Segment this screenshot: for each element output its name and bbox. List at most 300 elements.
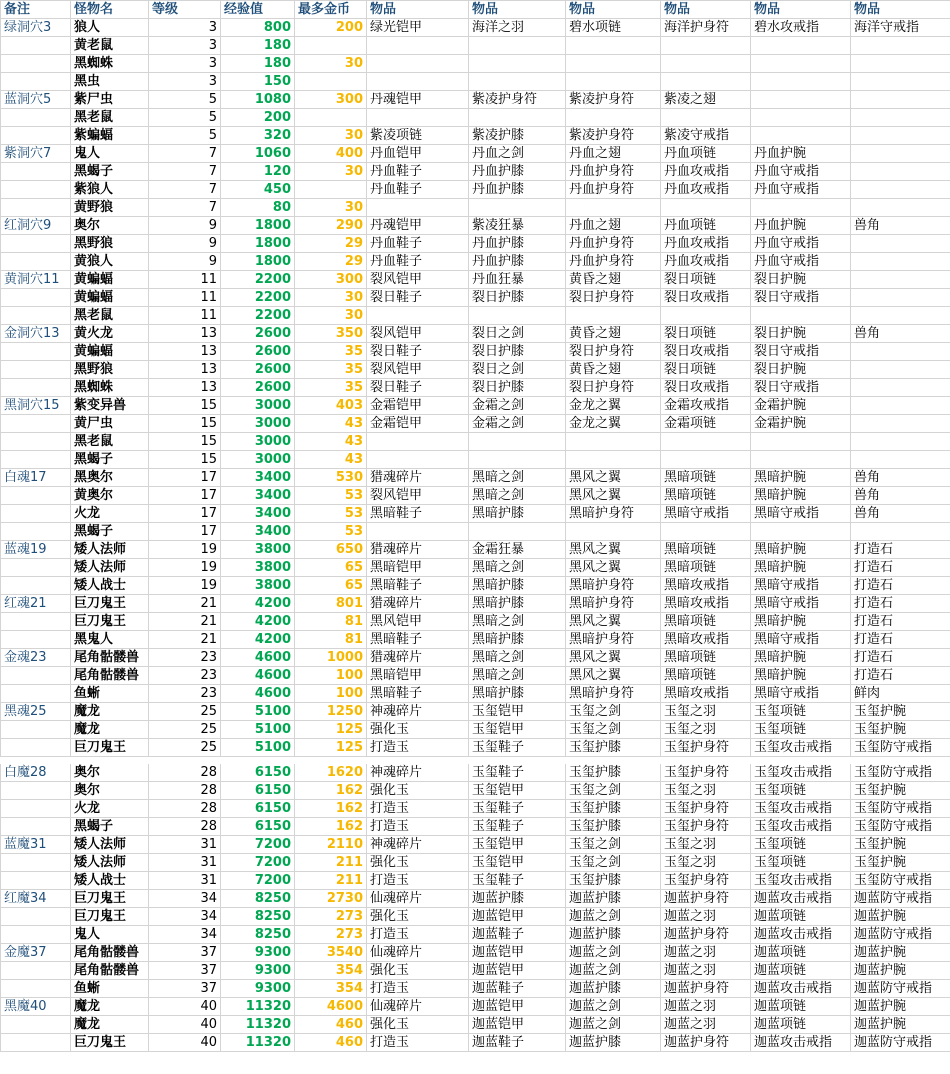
monster-name-cell[interactable]: 黑蝎子 xyxy=(71,163,149,181)
item-cell-3[interactable]: 玉玺护膝 xyxy=(566,739,661,757)
monster-name-cell[interactable]: 鬼人 xyxy=(71,926,149,944)
exp-cell[interactable]: 80 xyxy=(221,199,295,217)
item-cell-3[interactable]: 黑风之翼 xyxy=(566,613,661,631)
level-cell[interactable]: 21 xyxy=(149,595,221,613)
item-cell-3[interactable]: 紫凌护身符 xyxy=(566,127,661,145)
item-cell-6[interactable] xyxy=(851,451,950,469)
item-cell-1[interactable] xyxy=(367,451,469,469)
monster-name-cell[interactable]: 黑蝎子 xyxy=(71,523,149,541)
header-item-1[interactable]: 物品 xyxy=(367,1,469,19)
exp-cell[interactable]: 5100 xyxy=(221,739,295,757)
monster-name-cell[interactable]: 黑蜘蛛 xyxy=(71,55,149,73)
level-cell[interactable]: 11 xyxy=(149,271,221,289)
level-cell[interactable]: 9 xyxy=(149,253,221,271)
item-cell-4[interactable]: 裂日项链 xyxy=(661,325,751,343)
level-cell[interactable]: 28 xyxy=(149,800,221,818)
item-cell-1[interactable] xyxy=(367,37,469,55)
exp-cell[interactable]: 7200 xyxy=(221,854,295,872)
item-cell-2[interactable]: 黑暗之剑 xyxy=(469,469,566,487)
item-cell-2[interactable]: 玉玺铠甲 xyxy=(469,836,566,854)
exp-cell[interactable]: 3800 xyxy=(221,541,295,559)
exp-cell[interactable]: 11320 xyxy=(221,1034,295,1052)
item-cell-1[interactable]: 金霜铠甲 xyxy=(367,415,469,433)
item-cell-2[interactable]: 丹血护膝 xyxy=(469,235,566,253)
item-cell-6[interactable]: 玉玺防守戒指 xyxy=(851,800,950,818)
item-cell-1[interactable] xyxy=(367,73,469,91)
item-cell-3[interactable]: 黑风之翼 xyxy=(566,541,661,559)
monster-name-cell[interactable]: 巨刀鬼王 xyxy=(71,890,149,908)
monster-name-cell[interactable]: 黄老鼠 xyxy=(71,37,149,55)
exp-cell[interactable]: 4200 xyxy=(221,595,295,613)
item-cell-4[interactable]: 黑暗项链 xyxy=(661,613,751,631)
exp-cell[interactable]: 7200 xyxy=(221,872,295,890)
max-gold-cell[interactable]: 43 xyxy=(295,415,367,433)
item-cell-1[interactable]: 丹血鞋子 xyxy=(367,235,469,253)
item-cell-2[interactable]: 丹血护膝 xyxy=(469,253,566,271)
item-cell-5[interactable]: 裂日守戒指 xyxy=(751,289,851,307)
level-cell[interactable]: 7 xyxy=(149,163,221,181)
item-cell-5[interactable]: 黑暗守戒指 xyxy=(751,505,851,523)
item-cell-5[interactable] xyxy=(751,73,851,91)
max-gold-cell[interactable]: 100 xyxy=(295,667,367,685)
exp-cell[interactable]: 1060 xyxy=(221,145,295,163)
level-cell[interactable]: 19 xyxy=(149,559,221,577)
item-cell-1[interactable]: 神魂碎片 xyxy=(367,836,469,854)
item-cell-4[interactable] xyxy=(661,451,751,469)
level-cell[interactable]: 23 xyxy=(149,667,221,685)
item-cell-4[interactable]: 紫凌守戒指 xyxy=(661,127,751,145)
item-cell-4[interactable]: 玉玺之羽 xyxy=(661,721,751,739)
item-cell-5[interactable]: 迦蓝项链 xyxy=(751,962,851,980)
monster-name-cell[interactable]: 尾角骷髅兽 xyxy=(71,944,149,962)
monster-name-cell[interactable]: 火龙 xyxy=(71,505,149,523)
item-cell-6[interactable] xyxy=(851,415,950,433)
level-cell[interactable]: 3 xyxy=(149,19,221,37)
item-cell-6[interactable] xyxy=(851,37,950,55)
level-cell[interactable]: 28 xyxy=(149,782,221,800)
item-cell-5[interactable]: 玉玺项链 xyxy=(751,721,851,739)
item-cell-5[interactable]: 黑暗守戒指 xyxy=(751,595,851,613)
item-cell-4[interactable]: 丹血攻戒指 xyxy=(661,181,751,199)
level-cell[interactable]: 28 xyxy=(149,764,221,782)
max-gold-cell[interactable]: 53 xyxy=(295,505,367,523)
note-cell[interactable]: 金魂23 xyxy=(1,649,71,667)
item-cell-5[interactable]: 碧水攻戒指 xyxy=(751,19,851,37)
item-cell-3[interactable]: 玉玺之剑 xyxy=(566,721,661,739)
level-cell[interactable]: 17 xyxy=(149,487,221,505)
note-cell[interactable] xyxy=(1,343,71,361)
max-gold-cell[interactable]: 43 xyxy=(295,433,367,451)
item-cell-3[interactable]: 迦蓝之剑 xyxy=(566,944,661,962)
item-cell-6[interactable] xyxy=(851,163,950,181)
max-gold-cell[interactable]: 65 xyxy=(295,577,367,595)
item-cell-1[interactable]: 强化玉 xyxy=(367,908,469,926)
item-cell-3[interactable]: 黄昏之翅 xyxy=(566,271,661,289)
item-cell-5[interactable]: 迦蓝攻击戒指 xyxy=(751,980,851,998)
item-cell-2[interactable]: 玉玺鞋子 xyxy=(469,872,566,890)
item-cell-4[interactable] xyxy=(661,37,751,55)
item-cell-3[interactable]: 玉玺护膝 xyxy=(566,872,661,890)
exp-cell[interactable]: 1800 xyxy=(221,235,295,253)
item-cell-1[interactable]: 打造玉 xyxy=(367,800,469,818)
item-cell-1[interactable]: 裂日鞋子 xyxy=(367,289,469,307)
item-cell-4[interactable]: 裂日攻戒指 xyxy=(661,343,751,361)
item-cell-5[interactable]: 裂日护腕 xyxy=(751,271,851,289)
max-gold-cell[interactable]: 460 xyxy=(295,1016,367,1034)
exp-cell[interactable]: 2200 xyxy=(221,271,295,289)
item-cell-3[interactable]: 黑暗护身符 xyxy=(566,595,661,613)
monster-name-cell[interactable]: 黑奥尔 xyxy=(71,469,149,487)
exp-cell[interactable]: 2600 xyxy=(221,361,295,379)
monster-name-cell[interactable]: 黄狼人 xyxy=(71,253,149,271)
monster-name-cell[interactable]: 黑蝎子 xyxy=(71,451,149,469)
monster-name-cell[interactable]: 尾角骷髅兽 xyxy=(71,962,149,980)
header-level[interactable]: 等级 xyxy=(149,1,221,19)
note-cell[interactable] xyxy=(1,505,71,523)
item-cell-2[interactable]: 迦蓝铠甲 xyxy=(469,998,566,1016)
item-cell-2[interactable]: 紫凌狂暴 xyxy=(469,217,566,235)
note-cell[interactable] xyxy=(1,307,71,325)
level-cell[interactable]: 25 xyxy=(149,721,221,739)
item-cell-4[interactable]: 黑暗项链 xyxy=(661,469,751,487)
monster-name-cell[interactable]: 黄火龙 xyxy=(71,325,149,343)
item-cell-4[interactable]: 玉玺护身符 xyxy=(661,800,751,818)
level-cell[interactable]: 7 xyxy=(149,145,221,163)
level-cell[interactable]: 34 xyxy=(149,926,221,944)
item-cell-6[interactable]: 玉玺防守戒指 xyxy=(851,872,950,890)
item-cell-1[interactable]: 丹血铠甲 xyxy=(367,145,469,163)
item-cell-3[interactable] xyxy=(566,55,661,73)
level-cell[interactable]: 19 xyxy=(149,577,221,595)
item-cell-5[interactable] xyxy=(751,91,851,109)
item-cell-4[interactable] xyxy=(661,523,751,541)
max-gold-cell[interactable]: 530 xyxy=(295,469,367,487)
exp-cell[interactable]: 6150 xyxy=(221,818,295,836)
monster-name-cell[interactable]: 巨刀鬼王 xyxy=(71,613,149,631)
item-cell-5[interactable]: 玉玺项链 xyxy=(751,854,851,872)
item-cell-1[interactable]: 打造玉 xyxy=(367,1034,469,1052)
item-cell-3[interactable]: 丹血护身符 xyxy=(566,163,661,181)
item-cell-5[interactable]: 丹血护腕 xyxy=(751,217,851,235)
item-cell-5[interactable] xyxy=(751,127,851,145)
item-cell-3[interactable]: 玉玺之剑 xyxy=(566,854,661,872)
item-cell-3[interactable]: 丹血护身符 xyxy=(566,235,661,253)
max-gold-cell[interactable]: 801 xyxy=(295,595,367,613)
level-cell[interactable]: 34 xyxy=(149,890,221,908)
exp-cell[interactable]: 1080 xyxy=(221,91,295,109)
item-cell-4[interactable]: 丹血项链 xyxy=(661,217,751,235)
note-cell[interactable]: 黑魔40 xyxy=(1,998,71,1016)
item-cell-2[interactable]: 裂日护膝 xyxy=(469,379,566,397)
note-cell[interactable] xyxy=(1,872,71,890)
max-gold-cell[interactable]: 30 xyxy=(295,127,367,145)
note-cell[interactable] xyxy=(1,685,71,703)
item-cell-1[interactable]: 丹魂铠甲 xyxy=(367,91,469,109)
item-cell-6[interactable] xyxy=(851,235,950,253)
item-cell-3[interactable]: 丹血护身符 xyxy=(566,253,661,271)
item-cell-4[interactable]: 裂日项链 xyxy=(661,271,751,289)
note-cell[interactable] xyxy=(1,908,71,926)
item-cell-5[interactable]: 迦蓝项链 xyxy=(751,1016,851,1034)
item-cell-5[interactable]: 黑暗护腕 xyxy=(751,541,851,559)
monster-name-cell[interactable]: 巨刀鬼王 xyxy=(71,595,149,613)
level-cell[interactable]: 17 xyxy=(149,523,221,541)
item-cell-4[interactable]: 金霜项链 xyxy=(661,415,751,433)
item-cell-3[interactable] xyxy=(566,523,661,541)
item-cell-4[interactable]: 迦蓝之羽 xyxy=(661,944,751,962)
note-cell[interactable]: 黑洞穴15 xyxy=(1,397,71,415)
item-cell-6[interactable]: 兽角 xyxy=(851,325,950,343)
max-gold-cell[interactable]: 300 xyxy=(295,91,367,109)
monster-name-cell[interactable]: 黄奥尔 xyxy=(71,487,149,505)
item-cell-6[interactable]: 玉玺护腕 xyxy=(851,854,950,872)
item-cell-2[interactable] xyxy=(469,109,566,127)
monster-name-cell[interactable]: 黑蝎子 xyxy=(71,818,149,836)
item-cell-4[interactable]: 丹血攻戒指 xyxy=(661,253,751,271)
max-gold-cell[interactable]: 29 xyxy=(295,253,367,271)
item-cell-3[interactable]: 裂日护身符 xyxy=(566,289,661,307)
exp-cell[interactable]: 3000 xyxy=(221,397,295,415)
level-cell[interactable]: 3 xyxy=(149,37,221,55)
note-cell[interactable] xyxy=(1,163,71,181)
monster-name-cell[interactable]: 尾角骷髅兽 xyxy=(71,649,149,667)
monster-name-cell[interactable]: 魔龙 xyxy=(71,1016,149,1034)
item-cell-6[interactable]: 迦蓝护腕 xyxy=(851,998,950,1016)
item-cell-2[interactable]: 金霜狂暴 xyxy=(469,541,566,559)
item-cell-2[interactable]: 迦蓝铠甲 xyxy=(469,962,566,980)
item-cell-4[interactable]: 玉玺护身符 xyxy=(661,739,751,757)
exp-cell[interactable]: 4600 xyxy=(221,685,295,703)
monster-name-cell[interactable]: 黄尸虫 xyxy=(71,415,149,433)
level-cell[interactable]: 34 xyxy=(149,908,221,926)
note-cell[interactable]: 黑魂25 xyxy=(1,703,71,721)
monster-name-cell[interactable]: 紫蝙蝠 xyxy=(71,127,149,145)
item-cell-2[interactable]: 紫凌护膝 xyxy=(469,127,566,145)
max-gold-cell[interactable]: 350 xyxy=(295,325,367,343)
item-cell-5[interactable] xyxy=(751,523,851,541)
level-cell[interactable]: 31 xyxy=(149,872,221,890)
item-cell-2[interactable]: 黑暗护膝 xyxy=(469,595,566,613)
level-cell[interactable]: 21 xyxy=(149,631,221,649)
item-cell-4[interactable]: 玉玺护身符 xyxy=(661,764,751,782)
item-cell-2[interactable]: 金霜之剑 xyxy=(469,415,566,433)
item-cell-6[interactable]: 迦蓝护腕 xyxy=(851,962,950,980)
item-cell-3[interactable]: 黑暗护身符 xyxy=(566,577,661,595)
item-cell-3[interactable] xyxy=(566,73,661,91)
level-cell[interactable]: 40 xyxy=(149,998,221,1016)
exp-cell[interactable]: 3400 xyxy=(221,469,295,487)
item-cell-3[interactable]: 金龙之翼 xyxy=(566,397,661,415)
exp-cell[interactable]: 9300 xyxy=(221,962,295,980)
monster-name-cell[interactable]: 巨刀鬼王 xyxy=(71,908,149,926)
item-cell-6[interactable]: 玉玺防守戒指 xyxy=(851,818,950,836)
item-cell-4[interactable]: 黑暗项链 xyxy=(661,667,751,685)
item-cell-6[interactable]: 打造石 xyxy=(851,631,950,649)
item-cell-5[interactable]: 黑暗护腕 xyxy=(751,469,851,487)
item-cell-5[interactable]: 丹血守戒指 xyxy=(751,253,851,271)
max-gold-cell[interactable]: 1620 xyxy=(295,764,367,782)
exp-cell[interactable]: 800 xyxy=(221,19,295,37)
item-cell-6[interactable]: 兽角 xyxy=(851,505,950,523)
note-cell[interactable] xyxy=(1,199,71,217)
item-cell-1[interactable]: 绿光铠甲 xyxy=(367,19,469,37)
item-cell-2[interactable]: 黑暗之剑 xyxy=(469,667,566,685)
item-cell-5[interactable]: 丹血守戒指 xyxy=(751,235,851,253)
exp-cell[interactable]: 3400 xyxy=(221,505,295,523)
item-cell-1[interactable]: 打造玉 xyxy=(367,926,469,944)
level-cell[interactable]: 17 xyxy=(149,469,221,487)
exp-cell[interactable]: 9300 xyxy=(221,980,295,998)
item-cell-4[interactable]: 迦蓝之羽 xyxy=(661,998,751,1016)
item-cell-3[interactable]: 迦蓝护膝 xyxy=(566,980,661,998)
exp-cell[interactable]: 7200 xyxy=(221,836,295,854)
note-cell[interactable] xyxy=(1,253,71,271)
item-cell-6[interactable]: 打造石 xyxy=(851,613,950,631)
item-cell-2[interactable]: 黑暗护膝 xyxy=(469,685,566,703)
exp-cell[interactable]: 8250 xyxy=(221,926,295,944)
item-cell-6[interactable] xyxy=(851,271,950,289)
item-cell-5[interactable]: 迦蓝攻击戒指 xyxy=(751,890,851,908)
header-item-2[interactable]: 物品 xyxy=(469,1,566,19)
item-cell-4[interactable]: 迦蓝护身符 xyxy=(661,1034,751,1052)
header-item-6[interactable]: 物品 xyxy=(851,1,950,19)
level-cell[interactable]: 37 xyxy=(149,944,221,962)
item-cell-3[interactable]: 迦蓝护膝 xyxy=(566,1034,661,1052)
item-cell-5[interactable]: 玉玺攻击戒指 xyxy=(751,872,851,890)
item-cell-1[interactable] xyxy=(367,109,469,127)
level-cell[interactable]: 25 xyxy=(149,703,221,721)
max-gold-cell[interactable]: 273 xyxy=(295,926,367,944)
item-cell-6[interactable]: 兽角 xyxy=(851,217,950,235)
item-cell-2[interactable]: 玉玺铠甲 xyxy=(469,703,566,721)
level-cell[interactable]: 19 xyxy=(149,541,221,559)
item-cell-1[interactable]: 黑暗铠甲 xyxy=(367,559,469,577)
item-cell-5[interactable]: 丹血守戒指 xyxy=(751,163,851,181)
item-cell-5[interactable] xyxy=(751,433,851,451)
monster-name-cell[interactable]: 矮人法师 xyxy=(71,854,149,872)
level-cell[interactable]: 7 xyxy=(149,181,221,199)
note-cell[interactable]: 白魂17 xyxy=(1,469,71,487)
item-cell-5[interactable]: 黑暗守戒指 xyxy=(751,631,851,649)
item-cell-3[interactable] xyxy=(566,109,661,127)
note-cell[interactable]: 金魔37 xyxy=(1,944,71,962)
exp-cell[interactable]: 150 xyxy=(221,73,295,91)
item-cell-5[interactable]: 玉玺项链 xyxy=(751,703,851,721)
exp-cell[interactable]: 5100 xyxy=(221,721,295,739)
level-cell[interactable]: 11 xyxy=(149,289,221,307)
max-gold-cell[interactable]: 354 xyxy=(295,980,367,998)
note-cell[interactable]: 绿洞穴3 xyxy=(1,19,71,37)
item-cell-2[interactable]: 玉玺铠甲 xyxy=(469,854,566,872)
note-cell[interactable] xyxy=(1,73,71,91)
note-cell[interactable] xyxy=(1,109,71,127)
item-cell-2[interactable] xyxy=(469,199,566,217)
note-cell[interactable] xyxy=(1,800,71,818)
item-cell-4[interactable]: 玉玺护身符 xyxy=(661,872,751,890)
note-cell[interactable] xyxy=(1,739,71,757)
item-cell-4[interactable] xyxy=(661,199,751,217)
item-cell-6[interactable] xyxy=(851,289,950,307)
item-cell-4[interactable]: 裂日攻戒指 xyxy=(661,379,751,397)
max-gold-cell[interactable]: 162 xyxy=(295,818,367,836)
monster-name-cell[interactable]: 黑老鼠 xyxy=(71,307,149,325)
item-cell-6[interactable]: 玉玺防守戒指 xyxy=(851,739,950,757)
level-cell[interactable]: 5 xyxy=(149,109,221,127)
item-cell-1[interactable]: 打造玉 xyxy=(367,818,469,836)
note-cell[interactable] xyxy=(1,721,71,739)
exp-cell[interactable]: 2600 xyxy=(221,379,295,397)
item-cell-6[interactable] xyxy=(851,145,950,163)
item-cell-4[interactable]: 黑暗项链 xyxy=(661,487,751,505)
item-cell-1[interactable]: 丹血鞋子 xyxy=(367,181,469,199)
exp-cell[interactable]: 180 xyxy=(221,37,295,55)
item-cell-6[interactable]: 玉玺护腕 xyxy=(851,782,950,800)
level-cell[interactable]: 17 xyxy=(149,505,221,523)
item-cell-6[interactable]: 迦蓝护腕 xyxy=(851,944,950,962)
item-cell-6[interactable]: 迦蓝防守戒指 xyxy=(851,980,950,998)
item-cell-1[interactable]: 丹血鞋子 xyxy=(367,253,469,271)
note-cell[interactable] xyxy=(1,631,71,649)
monster-name-cell[interactable]: 魔龙 xyxy=(71,703,149,721)
item-cell-2[interactable] xyxy=(469,37,566,55)
note-cell[interactable]: 白魔28 xyxy=(1,764,71,782)
level-cell[interactable]: 13 xyxy=(149,343,221,361)
note-cell[interactable]: 金洞穴13 xyxy=(1,325,71,343)
note-cell[interactable] xyxy=(1,782,71,800)
max-gold-cell[interactable]: 43 xyxy=(295,451,367,469)
monster-name-cell[interactable]: 魔龙 xyxy=(71,998,149,1016)
max-gold-cell[interactable]: 400 xyxy=(295,145,367,163)
item-cell-5[interactable]: 裂日守戒指 xyxy=(751,379,851,397)
note-cell[interactable]: 蓝魔31 xyxy=(1,836,71,854)
item-cell-5[interactable] xyxy=(751,199,851,217)
item-cell-4[interactable]: 黑暗守戒指 xyxy=(661,505,751,523)
header-note[interactable]: 备注 xyxy=(1,1,71,19)
item-cell-5[interactable] xyxy=(751,37,851,55)
item-cell-2[interactable]: 迦蓝鞋子 xyxy=(469,980,566,998)
monster-name-cell[interactable]: 黑蜘蛛 xyxy=(71,379,149,397)
item-cell-1[interactable]: 猎魂碎片 xyxy=(367,469,469,487)
item-cell-2[interactable]: 丹血狂暴 xyxy=(469,271,566,289)
item-cell-3[interactable]: 黄昏之翅 xyxy=(566,325,661,343)
monster-name-cell[interactable]: 黑野狼 xyxy=(71,235,149,253)
exp-cell[interactable]: 120 xyxy=(221,163,295,181)
item-cell-1[interactable] xyxy=(367,55,469,73)
level-cell[interactable]: 23 xyxy=(149,685,221,703)
level-cell[interactable]: 13 xyxy=(149,379,221,397)
max-gold-cell[interactable]: 30 xyxy=(295,163,367,181)
item-cell-1[interactable]: 仙魂碎片 xyxy=(367,890,469,908)
item-cell-6[interactable]: 打造石 xyxy=(851,595,950,613)
level-cell[interactable]: 15 xyxy=(149,397,221,415)
item-cell-1[interactable]: 黑暗鞋子 xyxy=(367,505,469,523)
monster-name-cell[interactable]: 黄蝙蝠 xyxy=(71,271,149,289)
item-cell-3[interactable]: 丹血之翅 xyxy=(566,217,661,235)
item-cell-1[interactable]: 裂日鞋子 xyxy=(367,379,469,397)
item-cell-2[interactable]: 丹血之剑 xyxy=(469,145,566,163)
item-cell-5[interactable] xyxy=(751,451,851,469)
exp-cell[interactable]: 3800 xyxy=(221,577,295,595)
level-cell[interactable]: 31 xyxy=(149,854,221,872)
item-cell-1[interactable]: 打造玉 xyxy=(367,739,469,757)
max-gold-cell[interactable]: 3540 xyxy=(295,944,367,962)
max-gold-cell[interactable] xyxy=(295,73,367,91)
note-cell[interactable] xyxy=(1,577,71,595)
item-cell-2[interactable]: 玉玺鞋子 xyxy=(469,800,566,818)
level-cell[interactable]: 21 xyxy=(149,613,221,631)
exp-cell[interactable]: 3000 xyxy=(221,415,295,433)
monster-name-cell[interactable]: 奥尔 xyxy=(71,217,149,235)
